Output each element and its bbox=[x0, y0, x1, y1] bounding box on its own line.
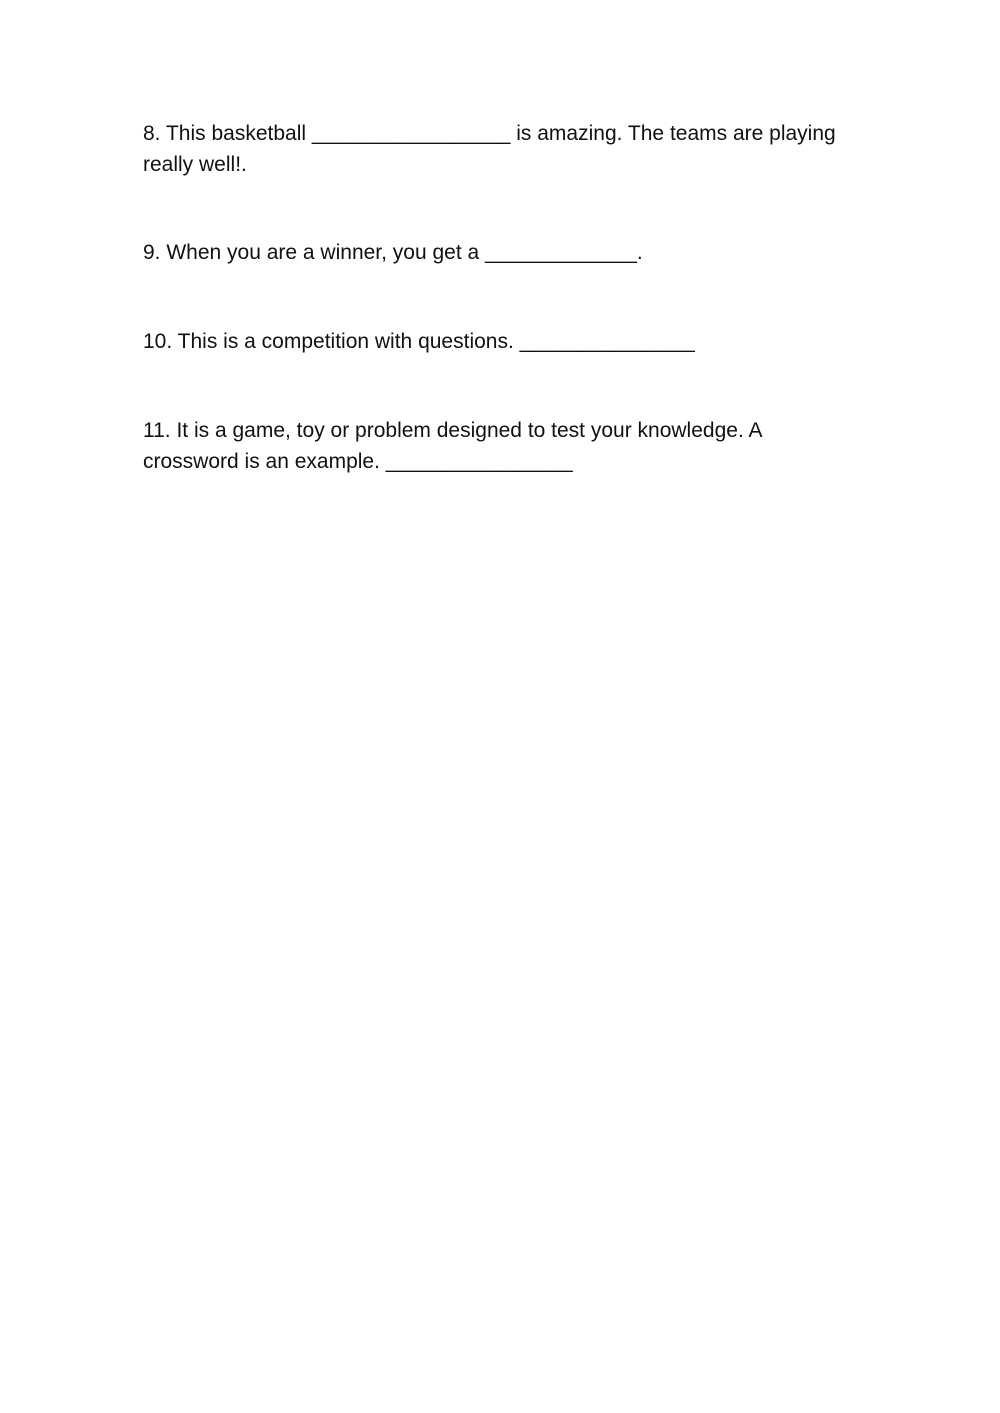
question-8-line-2: really well!. bbox=[143, 153, 247, 176]
question-9 bbox=[143, 237, 863, 268]
question-10 bbox=[143, 326, 863, 357]
question-8-line-1: 8. This basketball _________________ is amazing. The teams are playing bbox=[143, 122, 836, 145]
question-11 bbox=[143, 415, 863, 477]
question-8 bbox=[143, 118, 863, 180]
question-11-line-1: 11. It is a game, toy or problem designed to test your knowledge. A bbox=[143, 419, 763, 442]
question-9-line-1: 9. When you are a winner, you get a _____________. bbox=[143, 241, 643, 264]
question-10-line-1: 10. This is a competition with questions. _______________ bbox=[143, 330, 695, 353]
question-11-line-2: crossword is an example. ________________ bbox=[143, 450, 573, 473]
